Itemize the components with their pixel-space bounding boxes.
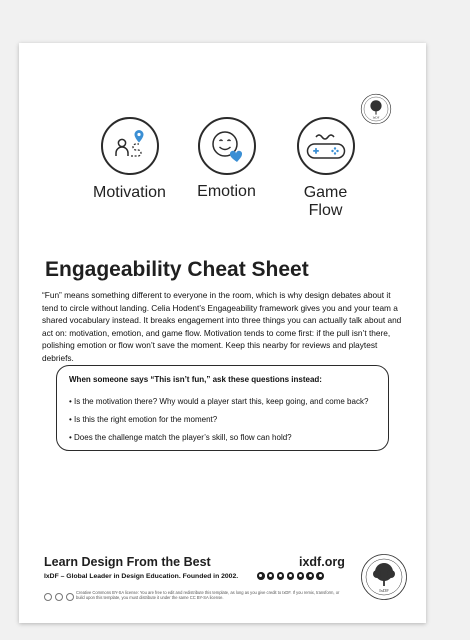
- linkedin-icon[interactable]: [316, 572, 324, 580]
- footer-subtitle: IxDF – Global Leader in Design Education. Founded in 2002.: [44, 573, 239, 580]
- pillar-motivation: [78, 117, 181, 202]
- instagram-icon[interactable]: [267, 572, 275, 580]
- ixdf-seal-large-icon: [360, 553, 408, 601]
- motivation-circle: [101, 117, 159, 175]
- footer-url-link[interactable]: ixdf.org: [299, 555, 345, 569]
- pillar-label: Game Flow: [303, 184, 348, 219]
- x-icon[interactable]: [287, 572, 295, 580]
- facebook-icon[interactable]: [297, 572, 305, 580]
- seal-label: IxDF: [372, 115, 380, 120]
- medium-icon[interactable]: [257, 572, 265, 580]
- person-path-pin-icon: [103, 119, 157, 173]
- smiley-heart-icon: [200, 119, 254, 173]
- questions-box: [56, 365, 389, 451]
- cc-license-icons: [44, 593, 74, 601]
- intro-paragraph: “Fun” means something different to everyone in the room, which is why design debates about it tend to circle without landing. Celia Hodent’s Engageability framework gives you and your team a shared vocabulary instead. It breaks engagement into three things you can actually talk about and act on: motivation, emotion, and game flow. Motivation tends to come first: if the pull isn’t there, polishing emotion or flow won’t save the moment. Keep this nearby for reviews and playtest debriefs.: [42, 290, 402, 363]
- seal-label: IxDF: [379, 588, 389, 593]
- questions-heading: When someone says “This isn’t fun,” ask these questions instead:: [69, 375, 322, 384]
- pillar-label: Motivation: [93, 184, 166, 201]
- game-flow-circle: [297, 117, 355, 175]
- pillar-label: Emotion: [197, 183, 256, 200]
- question-item: • Is the motivation there? Why would a player start this, keep going, and come back?: [69, 397, 369, 406]
- emotion-circle: [198, 117, 256, 175]
- license-text: Creative Commons BY-SA license: You are free to edit and redistribute this template, as long as you give credit to IxDF. If you remix, transform, or build upon this template, you must distribute it under the same CC BY-SA license.: [76, 590, 340, 601]
- social-links: [257, 572, 324, 580]
- cheat-sheet-page: [19, 43, 426, 623]
- by-icon: [55, 593, 63, 601]
- pillar-emotion: [175, 117, 278, 201]
- page-title: Engageability Cheat Sheet: [45, 258, 309, 281]
- youtube-icon[interactable]: [277, 572, 285, 580]
- sa-icon: [66, 593, 74, 601]
- question-item: • Is this the right emotion for the moment?: [69, 415, 218, 424]
- pillar-game-flow: [274, 117, 377, 220]
- question-item: • Does the challenge match the player’s skill, so flow can hold?: [69, 433, 292, 442]
- gamepad-icon: [299, 119, 353, 173]
- pinterest-icon[interactable]: [306, 572, 314, 580]
- footer-tagline: Learn Design From the Best: [44, 555, 211, 569]
- cc-icon: [44, 593, 52, 601]
